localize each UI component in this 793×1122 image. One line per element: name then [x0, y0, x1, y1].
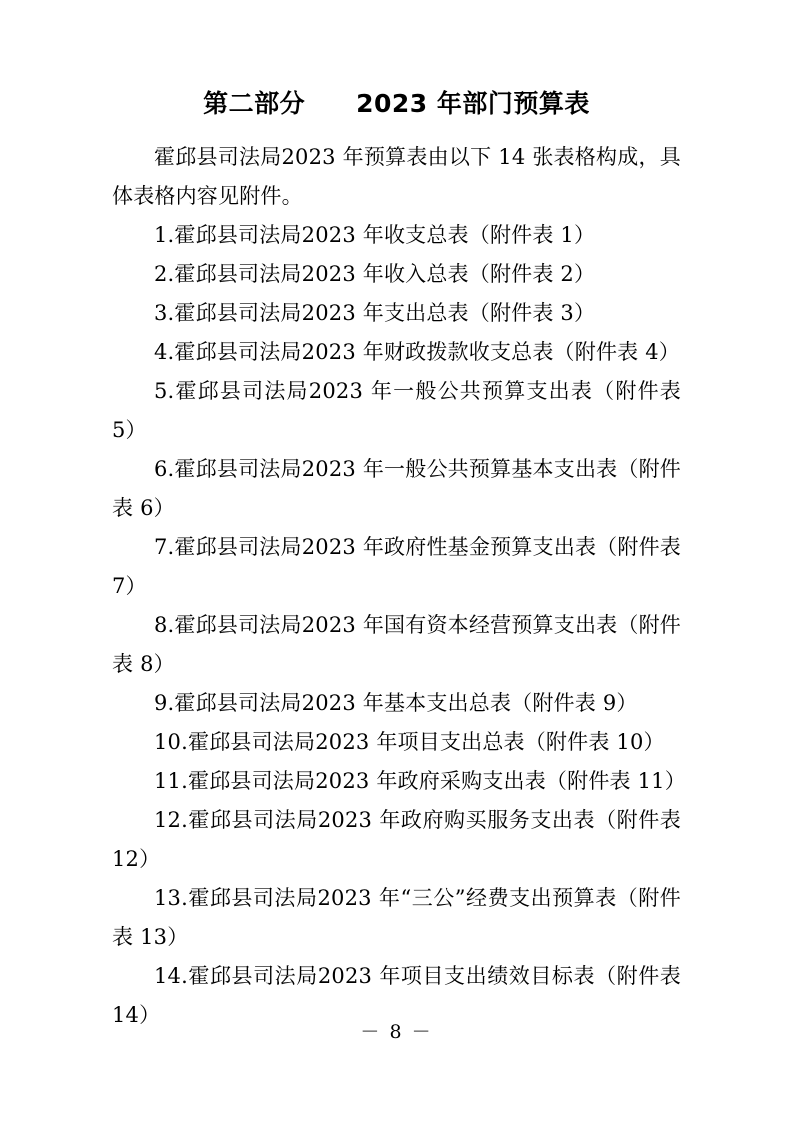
- page-footer: [0, 1017, 793, 1044]
- list-item: 13.霍邱县司法局2023 年“三公”经费支出预算表（附件表 13）: [112, 886, 681, 949]
- list-item: 11.霍邱县司法局2023 年政府采购支出表（附件表 11）: [154, 769, 686, 793]
- list-item: 10.霍邱县司法局2023 年项目支出总表（附件表 10）: [154, 730, 665, 754]
- list-item: 8.霍邱县司法局2023 年国有资本经营预算支出表（附件表 8）: [112, 613, 681, 676]
- list-item: 3.霍邱县司法局2023 年支出总表（附件表 3）: [154, 301, 596, 325]
- list-item: 2.霍邱县司法局2023 年收入总表（附件表 2）: [154, 262, 596, 286]
- page-title: 第二部分 2023 年部门预算表: [203, 89, 590, 118]
- list-item: 14.霍邱县司法局2023 年项目支出绩效目标表（附件表 14）: [112, 964, 681, 1027]
- list-item: 5.霍邱县司法局2023 年一般公共预算支出表（附件表 5）: [112, 379, 681, 442]
- list-item: 6.霍邱县司法局2023 年一般公共预算基本支出表（附件表 6）: [112, 457, 681, 520]
- list-item: 1.霍邱县司法局2023 年收支总表（附件表 1）: [154, 223, 596, 247]
- list-item: 4.霍邱县司法局2023 年财政拨款收支总表（附件表 4）: [154, 340, 680, 364]
- table-list: [112, 216, 686, 1035]
- list-item: 9.霍邱县司法局2023 年基本支出总表（附件表 9）: [154, 691, 638, 715]
- list-item: 12.霍邱县司法局2023 年政府购买服务支出表（附件表 12）: [112, 808, 681, 871]
- list-item: 7.霍邱县司法局2023 年政府性基金预算支出表（附件表 7）: [112, 535, 681, 598]
- page-number: － 8 －: [360, 1021, 433, 1043]
- intro-paragraph: 霍邱县司法局2023 年预算表由以下 14 张表格构成，具体表格内容见附件。: [112, 145, 681, 208]
